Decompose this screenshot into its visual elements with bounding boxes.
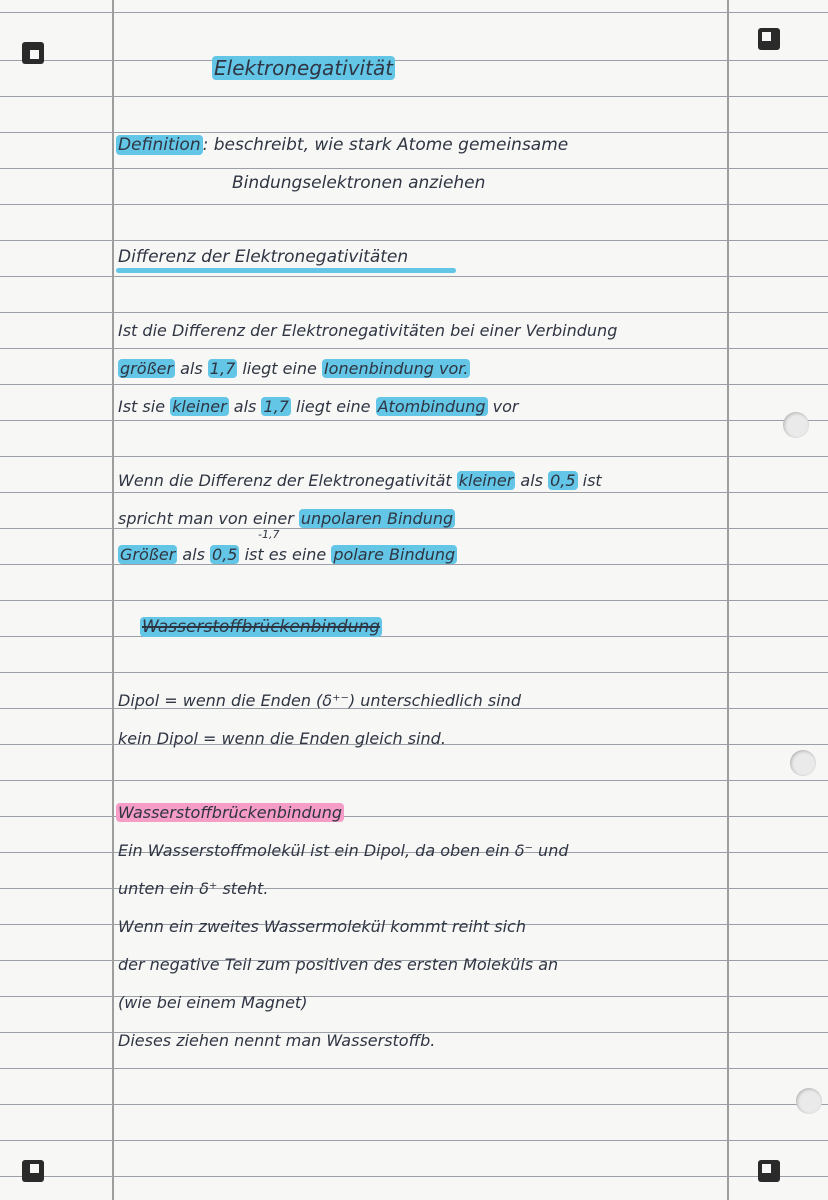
differenz-heading-text: Differenz der Elektronegativitäten [118,247,409,267]
text-liegt-eine: liegt eine [290,397,376,416]
corner-marker-icon [758,1160,780,1182]
text-ist-es-eine: ist es eine [239,545,332,564]
wasser-line-3 [118,916,526,938]
wasser-text-6: Dieses ziehen nennt man Wasserstoffb. [118,1031,436,1050]
text-als: als [515,471,549,490]
title-text: Elektronegativität [214,56,394,80]
struck-heading-text: Wasserstoffbrückenbindung [142,617,381,637]
highlight-kleiner: kleiner [172,397,227,416]
wasser-line-6 [118,1030,435,1052]
highlight-ionenbindung: Ionenbindung vor. [323,359,469,378]
punch-hole-icon [783,412,809,438]
corner-marker-icon [22,1160,44,1182]
dipol-text-2: kein Dipol = wenn die Enden gleich sind. [118,729,446,748]
highlight-groesser: Größer [120,545,176,564]
wasser-text-3: Wenn ein zweites Wassermolekül kommt reiht sich [118,917,526,936]
text-ist-sie: Ist sie [118,397,171,416]
highlight-groesser: größer [120,359,174,378]
differenz-heading [118,246,408,268]
punch-hole-icon [790,750,816,776]
text-liegt-eine: liegt eine [237,359,322,378]
text-als: als [177,545,211,564]
text-vor: vor [487,397,519,416]
wasser-line-5 [118,992,307,1014]
highlight-value: 1,7 [263,397,289,416]
differenz-line-1 [118,320,617,342]
heading-underline [116,268,456,273]
corner-marker-icon [758,28,780,50]
differenz-line-2 [118,358,470,380]
definition-text-1: : beschreibt, wie stark Atome gemeinsame [202,135,569,155]
wasser-line-1 [118,840,569,862]
right-margin-line [727,0,729,1200]
wasser-heading-text: Wasserstoffbrückenbindung [118,803,343,822]
text-spricht: spricht man von einer [118,509,299,528]
annotation-text: -1,7 [258,528,280,541]
polar-line-1 [118,470,602,492]
text-als: als [175,359,208,378]
corner-marker-icon [22,42,44,64]
wasser-line-2 [118,878,268,900]
struck-heading [140,616,382,638]
highlight-unpolare-bindung: unpolaren Bindung [300,509,454,528]
wasser-text-5: (wie bei einem Magnet) [118,993,308,1012]
polar-line-2 [118,508,455,530]
wasser-line-4 [118,954,558,976]
dipol-line-2 [118,728,446,750]
text-als: als [228,397,262,416]
highlight-value: 0,5 [212,545,238,564]
text-ist: ist [577,471,602,490]
page-title [212,57,395,79]
highlight-polare-bindung: polare Bindung [333,545,456,564]
highlight-value: 1,7 [209,359,236,378]
definition-label: Definition [118,135,201,155]
differenz-line-3 [118,396,518,418]
dipol-text-1: Dipol = wenn die Enden (δ⁺⁻) unterschiedlich sind [118,691,521,710]
wasser-heading [116,802,344,824]
differenz-text-1: Ist die Differenz der Elektronegativitäten bei einer Verbindung [118,321,618,340]
polar-line-3 [118,544,457,566]
polar-annotation [258,528,279,542]
highlight-atombindung: Atombindung [377,397,486,416]
wasser-text-1: Ein Wasserstoffmolekül ist ein Dipol, da oben ein δ⁻ und [118,841,569,860]
definition-line-1 [116,134,568,156]
highlight-value: 0,5 [550,471,576,490]
definition-line-2 [232,172,485,194]
left-margin-line [112,0,114,1200]
definition-text-2: Bindungselektronen anziehen [232,173,486,193]
text-wenn: Wenn die Differenz der Elektronegativität [118,471,457,490]
dipol-line-1 [118,690,521,712]
wasser-text-4: der negative Teil zum positiven des ersten Moleküls an [118,955,559,974]
highlight-kleiner: kleiner [458,471,514,490]
punch-hole-icon [796,1088,822,1114]
wasser-text-2: unten ein δ⁺ steht. [118,879,269,898]
